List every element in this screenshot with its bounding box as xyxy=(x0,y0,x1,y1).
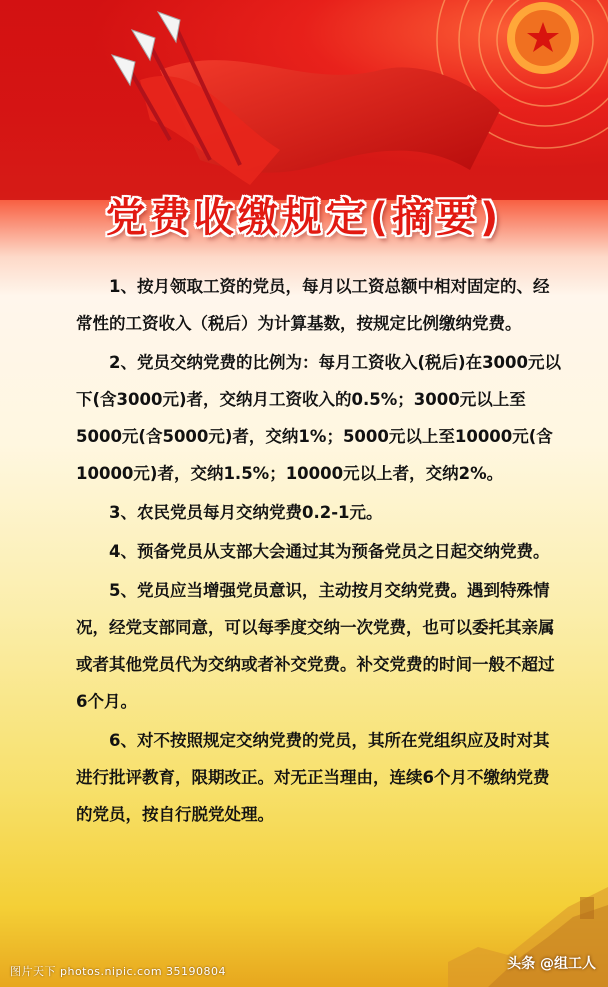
paragraph-6: 6、对不按照规定交纳党费的党员，其所在党组织应及时对其进行批评教育，限期改正。对无正当理由，连续6个月不缴纳党费的党员，按自行脱党处理。 xyxy=(76,731,550,824)
paragraph-1: 1、按月领取工资的党员，每月以工资总额中相对固定的、经常性的工资收入（税后）为计算基数，按规定比例缴纳党费。 xyxy=(76,277,550,333)
regulation-text xyxy=(76,268,564,833)
paragraph-5: 5、党员应当增强党员意识，主动按月交纳党费。遇到特殊情况，经党支部同意，可以每季度交纳一次党费，也可以委托其亲属或者其他党员代为交纳或者补交党费。补交党费的时间一般不超过6个月。 xyxy=(76,581,555,711)
paragraph-3: 3、农民党员每月交纳党费0.2-1元。 xyxy=(109,503,383,522)
paragraph-4: 4、预备党员从支部大会通过其为预备党员之日起交纳党费。 xyxy=(109,542,550,561)
paragraph-2: 2、党员交纳党费的比例为：每月工资收入(税后)在3000元以下(含3000元)者，交纳月工资收入的0.5%；3000元以上至5000元(含5000元)者，交纳1%；5000元以上至10000元(含10000元)者，交纳1.5%；10000元以上者，交纳2%。 xyxy=(76,353,561,483)
watermark-left: 图片天下 photos.nipic.com 35190804 xyxy=(10,965,227,978)
page-title: 党费收缴规定(摘要) xyxy=(105,195,503,241)
watermark-right: 头条 @组工人 xyxy=(507,956,596,972)
